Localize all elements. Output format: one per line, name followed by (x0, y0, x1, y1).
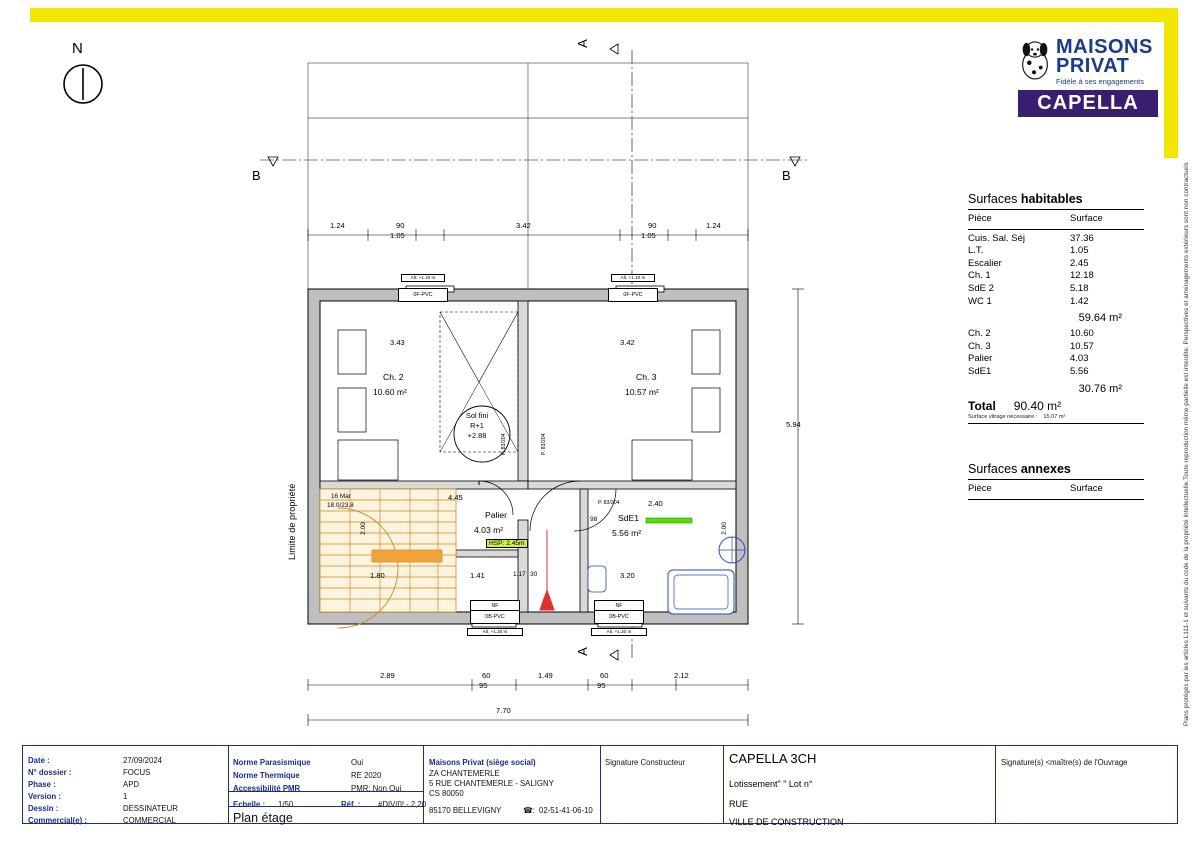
value-commercial: COMMERCIAL (123, 816, 176, 825)
row-surface: 5.56 (1070, 365, 1089, 377)
room-label-sde1: SdE1 (618, 513, 640, 523)
dim-bot-5: 60 (600, 671, 609, 680)
row-surface: 10.57 (1070, 340, 1094, 352)
value-dossier: FOCUS (123, 768, 151, 777)
dim-overall-width: 7.70 (496, 706, 511, 715)
table-row (968, 341, 1144, 354)
ville: VILLE DE CONSTRUCTION (729, 817, 844, 827)
window-level-4: Alt. +1.20 m (591, 628, 647, 636)
dim-inner-stair: 1.80 (370, 571, 385, 580)
door-tag-3: P. 83/204 (598, 500, 620, 506)
subtotal-floor1 (968, 312, 1144, 324)
value-phase: APD (123, 780, 140, 789)
dim-bot-6: 95 (597, 681, 606, 690)
window-tag-1: 0F-PVC (398, 288, 448, 302)
label-pmr: Accessibilité PMR (233, 784, 301, 793)
window-type-4: NF (594, 600, 644, 612)
dim-top-5: 90 (648, 221, 657, 230)
company-name: Maisons Privat (siège social) (429, 758, 536, 767)
row-surface: 37.36 (1070, 232, 1094, 244)
glazing-note-value: 15.07 m² (1043, 413, 1066, 420)
dim-inner-30: 30 (530, 571, 538, 578)
value-ref: #DIV/0! - 2,20 (378, 800, 427, 809)
dim-bot-1: 2.89 (380, 671, 395, 680)
sol-fini-line1: Sol fini (465, 411, 489, 420)
window-type-3: NF (470, 600, 520, 612)
copyright-notice: Plans protégés par les articles L111-1 et suivants du code de la propriété Intellectuelle.Toute reproduction même partielle est interdite. Perspectives et aménagements extérieurs sont non contractuels (1183, 162, 1190, 726)
dim-small-98: 98 (590, 516, 598, 523)
divider (968, 499, 1144, 500)
sol-fini-line3: +2.88 (467, 431, 487, 440)
section-marker-b-left: B (252, 168, 261, 183)
dim-small-stair-200: 2.00 (359, 522, 367, 535)
divider (968, 479, 1144, 480)
label-ref: Réf. : (341, 800, 361, 809)
company-logo (1018, 38, 1158, 117)
dim-top-6: 1.05 (641, 231, 656, 240)
row-piece: Ch. 3 (968, 340, 991, 352)
table-row (968, 233, 1144, 246)
divider (968, 229, 1144, 230)
subtotal-floor2 (968, 383, 1144, 395)
window-tag-3: 0B-PVC (470, 610, 520, 624)
row-piece: L.T. (968, 245, 984, 257)
surfaces-annexes-title (968, 462, 1144, 476)
row-piece: SdE 2 (968, 282, 994, 294)
stair-note-count: 16 Mar (331, 493, 351, 500)
window-level-1: Alt. +1.10 m (401, 274, 445, 282)
dim-inner-ch3: 3.42 (620, 338, 635, 347)
dim-top-2: 90 (396, 221, 405, 230)
dim-inner-sde: 3.20 (620, 571, 635, 580)
value-date: 27/09/2024 (123, 756, 163, 765)
room-area-sde1: 5.56 m² (612, 528, 642, 538)
dalmatian-dog-icon (1016, 36, 1054, 82)
table-row (968, 258, 1144, 271)
window-tag-4: 0B-PVC (594, 610, 644, 624)
door-tag-1: P. 83/204 (501, 433, 507, 455)
surfaces-habitables-title (968, 192, 1144, 206)
door-tag-2: P. 83/204 (541, 433, 547, 455)
table-row (968, 245, 1144, 258)
plan-name: Plan étage (233, 811, 293, 825)
table-header (968, 483, 1144, 496)
dim-bot-3: 95 (479, 681, 488, 690)
col-surface: Surface (1070, 483, 1103, 494)
project-title: CAPELLA 3CH (729, 751, 817, 766)
table-row (968, 328, 1144, 341)
row-surface: 10.60 (1070, 328, 1094, 340)
company-addr2: 5 RUE CHANTEMERLE - SALIGNY (429, 779, 554, 788)
value-version: 1 (123, 792, 128, 801)
label-dessin: Dessin : (28, 804, 59, 813)
signature-maitres-label: Signature(s) <maître(s) de l'Ouvrage (1001, 758, 1128, 767)
label-echelle: Echelle : (233, 800, 266, 809)
logo-slogan: Fidèle à ses engagements (1056, 77, 1144, 86)
stair-note-riser: 18.0/23.8 (327, 502, 354, 509)
section-marker-a-bottom: A (574, 647, 590, 656)
window-tag-2: 0F-PVC (608, 288, 658, 302)
total-label: Total (968, 398, 996, 413)
surfaces-habitables-title-light: Surfaces (968, 192, 1021, 206)
company-phone: 02-51-41-06-10 (539, 806, 593, 815)
divider (968, 423, 1144, 424)
value-echelle: 1/50 (278, 800, 294, 809)
room-label-palier: Palier (485, 510, 507, 520)
col-piece: Pièce (968, 483, 992, 494)
label-date: Date : (28, 756, 50, 765)
row-surface: 1.42 (1070, 295, 1089, 307)
sol-fini-line2: R+1 (470, 421, 484, 430)
row-piece: Palier (968, 353, 993, 365)
value-norme-parasismique: Oui (351, 758, 364, 767)
title-block (22, 745, 1178, 827)
glazing-note-label: Surface vitrage nécessaire : (968, 413, 1038, 420)
table-row (968, 366, 1144, 379)
logo-privat: PRIVAT (1056, 55, 1130, 77)
surfaces-habitables-title-bold: habitables (1020, 192, 1083, 206)
dim-top-4: 3.42 (516, 221, 531, 230)
value-pmr: PMR: Non Oui (351, 784, 402, 793)
label-commercial: Commercial(e) : (28, 816, 87, 825)
table-row (968, 283, 1144, 296)
logo-model-capella: CAPELLA (1018, 90, 1158, 117)
dim-bot-7: 2.12 (674, 671, 689, 680)
divider (968, 209, 1144, 210)
label-phase: Phase : (28, 780, 56, 789)
surfaces-habitables-table (968, 192, 1144, 427)
surfaces-annexes-title-bold: annexes (1020, 462, 1071, 476)
dim-inner-240: 2.40 (648, 499, 663, 508)
row-piece: Escalier (968, 257, 1002, 269)
surfaces-annexes-title-light: Surfaces (968, 462, 1021, 476)
label-version: Version : (28, 792, 61, 801)
room-area-ch2: 10.60 m² (373, 387, 407, 397)
row-surface: 4.03 (1070, 353, 1089, 365)
yellow-header-bar (30, 8, 1170, 22)
section-marker-a-top: A (574, 39, 590, 48)
hsp-badge: HSP: 2.45m (486, 539, 528, 548)
dim-small-sde-200: 2.00 (720, 522, 728, 535)
dim-top-1: 1.24 (330, 221, 345, 230)
lotissement: Lotissement" " Lot n° (729, 779, 813, 789)
floor-plan-drawing (20, 30, 920, 730)
dim-right-height: 5.94 (786, 420, 801, 429)
room-label-ch3: Ch. 3 (636, 372, 657, 382)
property-limit-label: Limite de propriété (287, 483, 297, 560)
compass-label: N (72, 40, 83, 57)
dim-inner-palier: 4.45 (448, 493, 463, 502)
label-dossier: N° dossier : (28, 768, 72, 777)
dim-bot-2: 60 (482, 671, 491, 680)
col-surface: Surface (1070, 213, 1103, 224)
label-norme-thermique: Norme Thermique (233, 771, 300, 780)
row-surface: 1.05 (1070, 245, 1089, 257)
dim-top-7: 1.24 (706, 221, 721, 230)
signature-constructeur-label: Signature Constructeur (605, 758, 686, 767)
row-piece: SdE1 (968, 365, 992, 377)
label-norme-parasismique: Norme Parasismique (233, 758, 311, 767)
table-header (968, 213, 1144, 226)
subtotal-value: 59.64 m² (1078, 312, 1122, 325)
room-area-palier: 4.03 m² (474, 525, 504, 535)
table-row (968, 296, 1144, 309)
dim-bot-4: 1.49 (538, 671, 553, 680)
window-level-2: Alt. +1.10 m (611, 274, 655, 282)
dim-top-3: 1.05 (390, 231, 405, 240)
value-dessin: DESSINATEUR (123, 804, 178, 813)
value-norme-thermique: RE 2020 (351, 771, 382, 780)
dim-inner-1: 1.41 (470, 571, 485, 580)
row-surface: 12.18 (1070, 270, 1094, 282)
row-piece: Ch. 2 (968, 328, 991, 340)
row-piece: Ch. 1 (968, 270, 991, 282)
rue: RUE (729, 799, 749, 809)
surfaces-annexes-table (968, 462, 1144, 503)
company-addr3: CS 80050 (429, 789, 464, 798)
phone-icon: ☎: (523, 806, 535, 815)
section-marker-b-right: B (782, 168, 791, 183)
total-value: 90.40 m² (1013, 398, 1062, 413)
company-addr1: ZA CHANTEMERLE (429, 769, 500, 778)
row-surface: 5.18 (1070, 282, 1089, 294)
dim-inner-117: 1.17 (513, 571, 526, 578)
room-label-ch2: Ch. 2 (383, 372, 404, 382)
room-area-ch3: 10.57 m² (625, 387, 659, 397)
yellow-corner-bar (1164, 8, 1178, 158)
table-row (968, 353, 1144, 366)
subtotal-value: 30.76 m² (1078, 382, 1122, 395)
window-level-3: Alt. +1.20 m (467, 628, 523, 636)
dim-inner-ch2: 3.43 (390, 338, 405, 347)
company-addr4: 85170 BELLEVIGNY (429, 806, 502, 815)
row-surface: 2.45 (1070, 257, 1089, 269)
col-piece: Pièce (968, 213, 992, 224)
table-row (968, 270, 1144, 283)
logo-maisons: MAISONS (1056, 36, 1153, 58)
row-piece: Cuis. Sal. Séj (968, 232, 1026, 244)
row-piece: WC 1 (968, 295, 992, 307)
